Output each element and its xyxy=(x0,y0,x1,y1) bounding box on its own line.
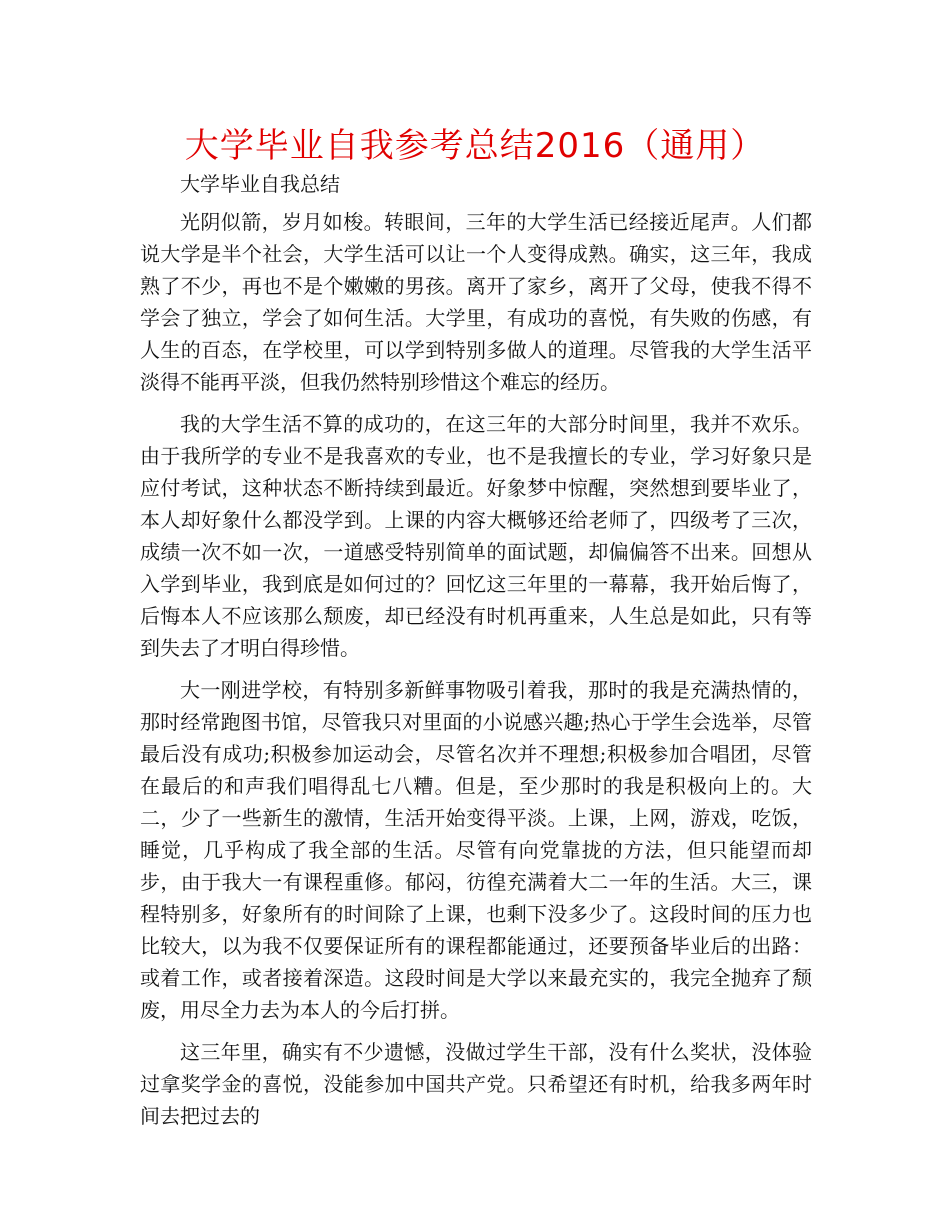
document-title: 大学毕业自我参考总结2016（通用） xyxy=(184,126,766,166)
paragraph: 大一刚进学校，有特别多新鲜事物吸引着我，那时的我是充满热情的，那时经常跑图书馆，尽管我只对里面的小说感兴趣;热心于学生会选举，尽管最后没有成功;积极参加运动会，尽管名次并不理想;积极参加合唱团，尽管在最后的和声我们唱得乱七八糟。但是，至少那时的我是积极向上的。大二，少了一些新生的激情，生活开始变得平淡。上课，上网，游戏，吃饭，睡觉，几乎构成了我全部的生活。尽管有向党靠拢的方法，但只能望而却步，由于我大一有课程重修。郁闷，彷徨充满着大二一年的生活。大三，课程特别多，好象所有的时间除了上课，也剩下没多少了。这段时间的压力也比较大，以为我不仅要保证所有的课程都能通过，还要预备毕业后的出路：或着工作，或者接着深造。这段时间是大学以来最充实的，我完全抛弃了颓废，用尽全力去为本人的今后打拼。 xyxy=(140,678,812,1022)
paragraph: 我的大学生活不算的成功的，在这三年的大部分时间里，我并不欢乐。由于我所学的专业不是我喜欢的专业，也不是我擅长的专业，学习好象只是应付考试，这种状态不断持续到最近。好象梦中惊醒，突然想到要毕业了，本人却好象什么都没学到。上课的内容大概够还给老师了，四级考了三次，成绩一次不如一次，一道感受特别简单的面试题，却偏偏答不出来。回想从入学到毕业，我到底是如何过的？回忆这三年里的一幕幕，我开始后悔了，后悔本人不应该那么颓废，却已经没有时机再重来，人生总是如此，只有等到失去了才明白得珍惜。 xyxy=(140,412,812,660)
document-subtitle: 大学毕业自我总结 xyxy=(180,172,340,196)
paragraph: 这三年里，确实有不少遗憾，没做过学生干部，没有什么奖状，没体验过拿奖学金的喜悦，没能参加中国共产党。只希望还有时机，给我多两年时间去把过去的 xyxy=(140,1040,812,1128)
paragraph: 光阴似箭，岁月如梭。转眼间，三年的大学生活已经接近尾声。人们都说大学是半个社会，大学生活可以让一个人变得成熟。确实，这三年，我成熟了不少，再也不是个嫩嫩的男孩。离开了家乡，离开了父母，使我不得不学会了独立，学会了如何生活。大学里，有成功的喜悦，有失败的伤感，有人生的百态，在学校里，可以学到特别多做人的道理。尽管我的大学生活平淡得不能再平淡，但我仍然特别珍惜这个难忘的经历。 xyxy=(140,210,812,394)
document-body xyxy=(140,168,812,1132)
